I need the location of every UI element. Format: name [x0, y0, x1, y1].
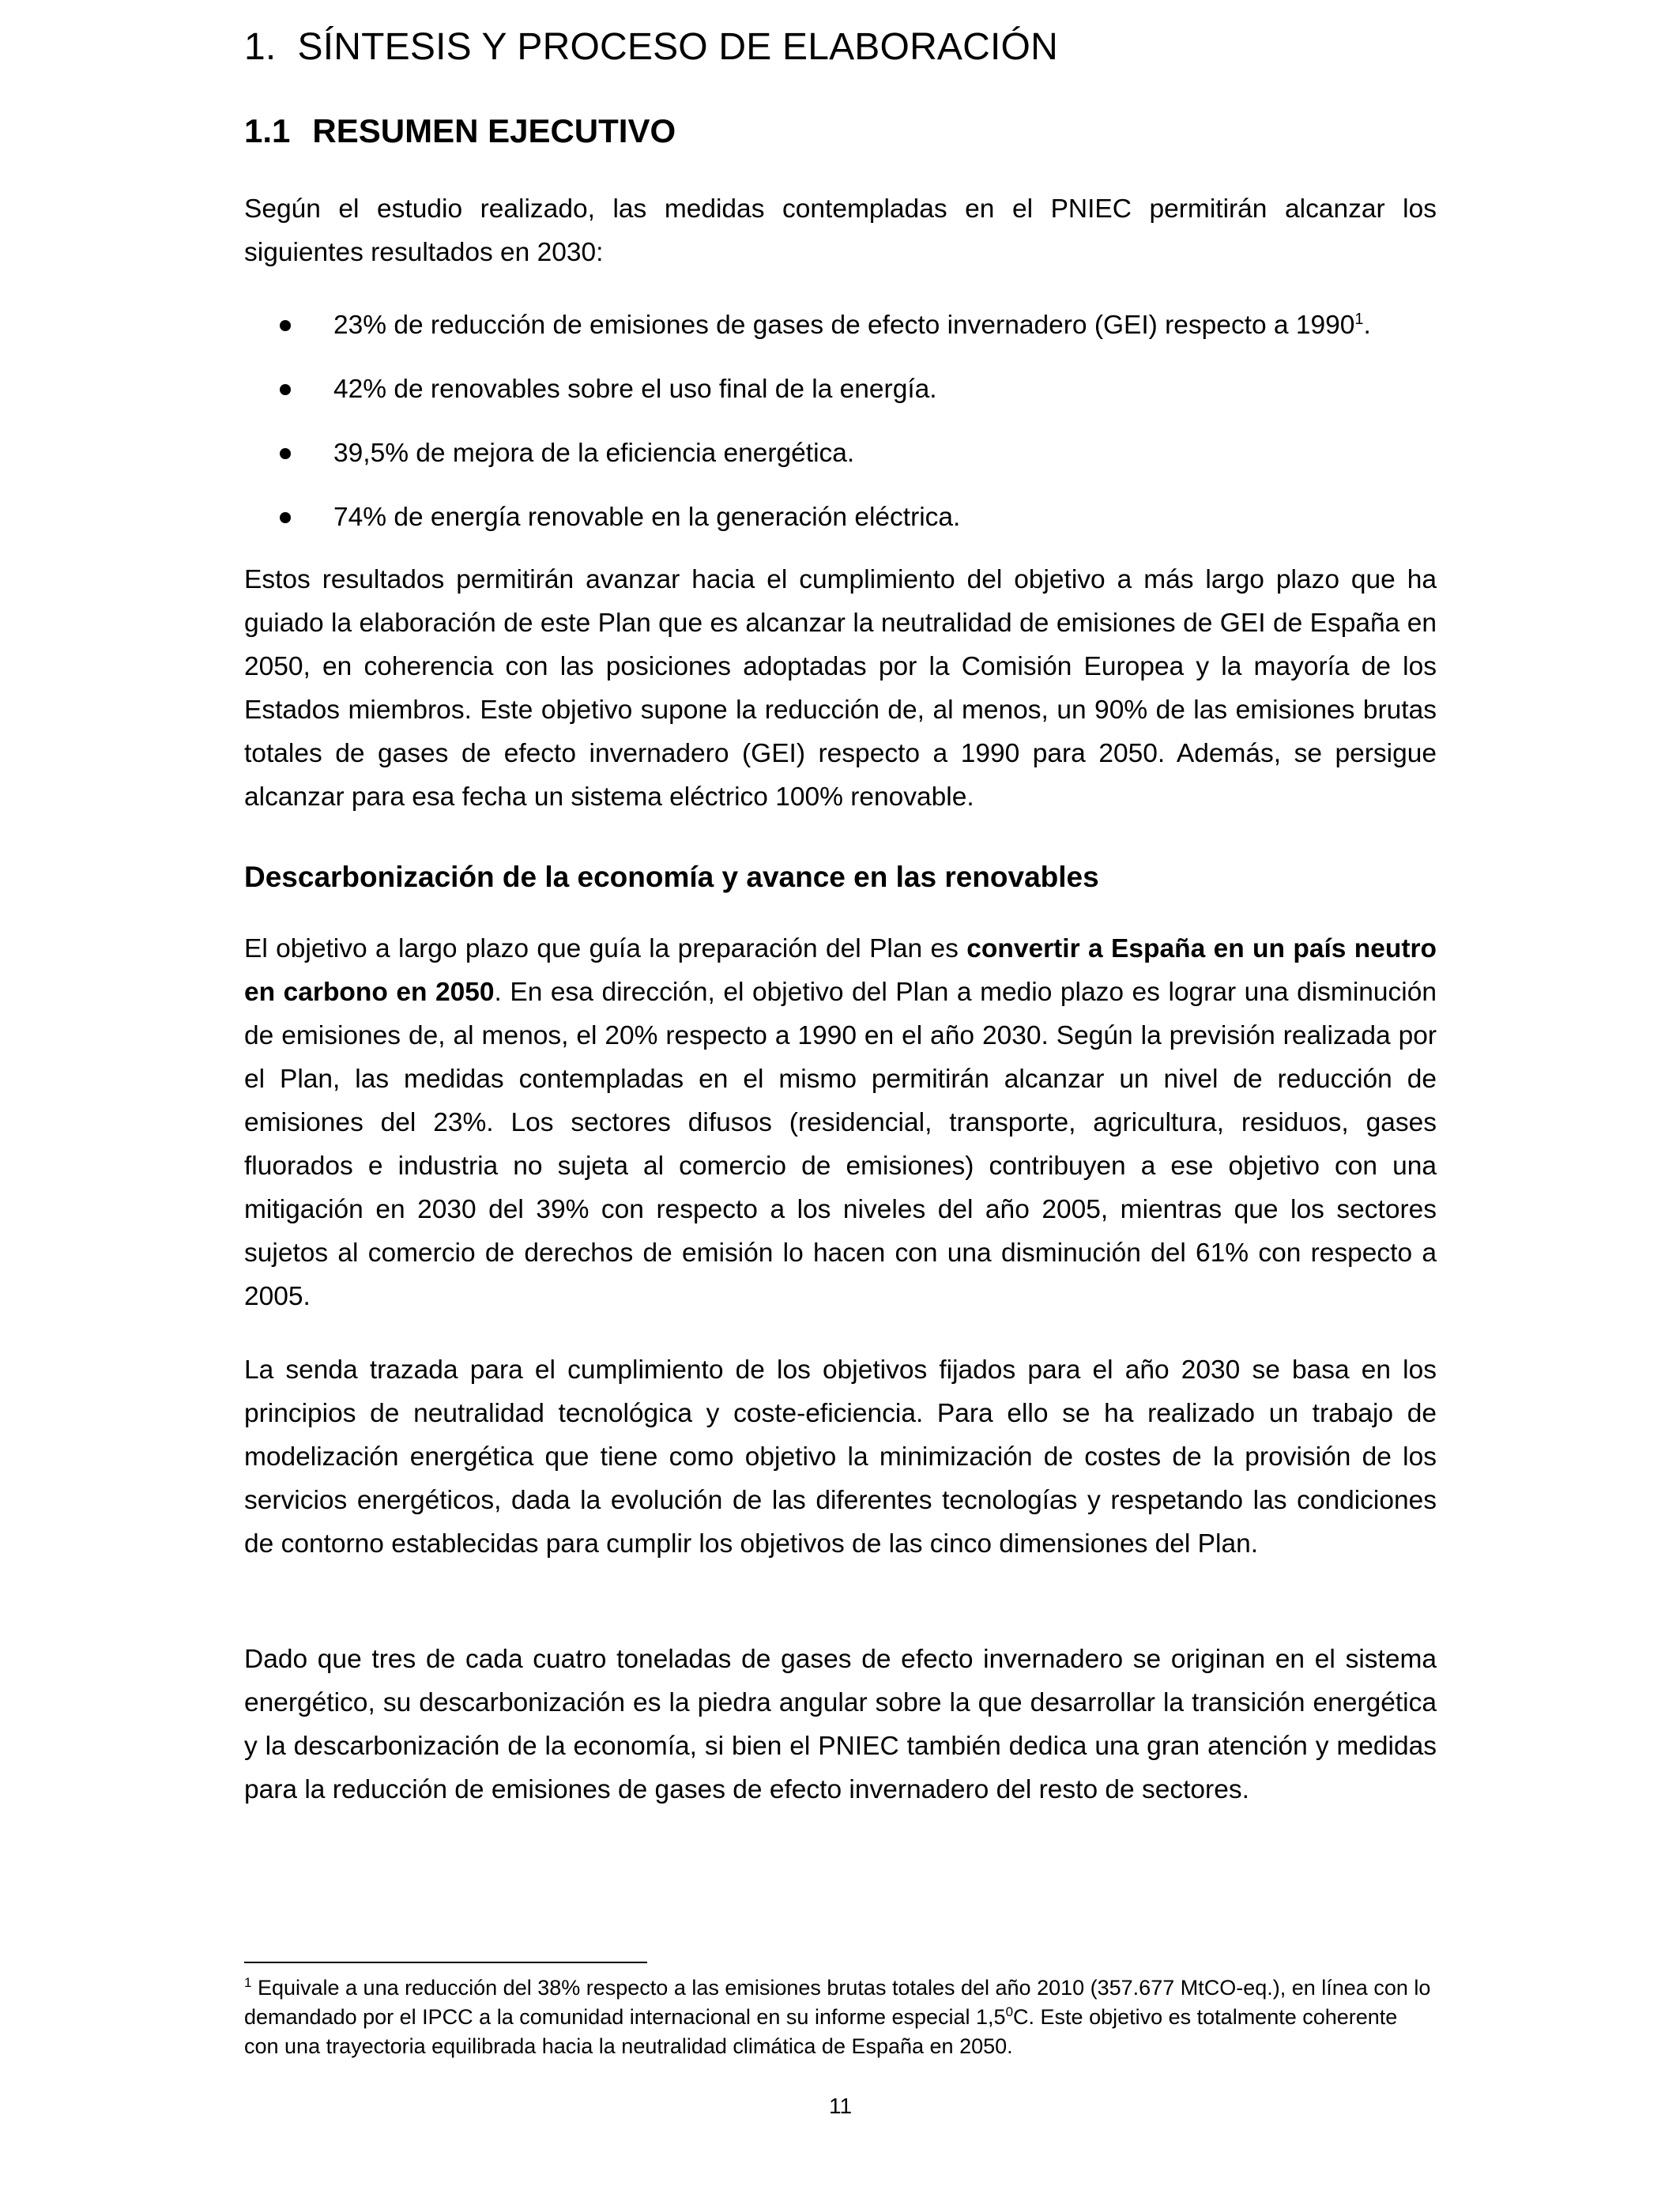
- degree-superscript: 0: [1005, 2004, 1014, 2019]
- section-title: RESUMEN EJECUTIVO: [312, 112, 676, 149]
- footnote-reference[interactable]: 1: [1354, 310, 1364, 328]
- list-item: [244, 369, 1437, 433]
- list-item-text: 23% de reducción de emisiones de gases de efecto invernadero (GEI) respecto a 1990$^1$.: [333, 310, 1371, 340]
- results-list: [244, 305, 1437, 561]
- list-item-text: 74% de energía renovable en la generación eléctrica.: [333, 503, 961, 532]
- footnote-marker: 1: [244, 1975, 252, 1990]
- footnote-separator: [244, 1962, 647, 1963]
- bullet-icon: [280, 448, 291, 459]
- document-page: [244, 0, 1437, 2194]
- objective-emphasis: convertir a España en un país neutro en carbono en 2050: [244, 934, 1437, 1007]
- objective-paragraph: El objetivo a largo plazo que guía la preparación del Plan es convertir a España en un país neutro en carbono en 2050. En esa dirección, el objetivo del Plan a medio plazo es lograr una disminución de emisiones de, al menos, el 20% respecto a 1990 en el año 2030. Según la previsión realizada por el Plan, las medidas contempladas en el mismo permitirán alcanzar un nivel de reducción de emisiones del 23%. Los sectores difusos (residencial, transporte, agricultura, residuos, gases fluorados e industria no sujeta al comercio de emisiones) contribuyen a ese objetivo con una mitigación en 2030 del 39% con respecto a los niveles del año 2005, mientras que los sectores sujetos al comercio de derechos de emisión lo hacen con una disminución del 61% con respecto a 2005.: [244, 934, 1437, 1311]
- results-paragraph: Estos resultados permitirán avanzar hacia el cumplimiento del objetivo a más largo plazo que ha guiado la elaboración de este Plan que es alcanzar la neutralidad de emisiones de GEI de España en 2050, en coherencia con las posiciones adoptadas por la Comisión Europea y la mayoría de los Estados miembros. Este objetivo supone la reducción de, al menos, un 90% de las emisiones brutas totales de gases de efecto invernadero (GEI) respecto a 1990 para 2050. Además, se persigue alcanzar para esa fecha un sistema eléctrico 100% renovable.: [244, 565, 1437, 812]
- chapter-heading: [244, 22, 1058, 73]
- subsection-heading: Descarbonización de la economía y avance en las renovables: [244, 861, 1099, 893]
- intro-paragraph: Según el estudio realizado, las medidas contempladas en el PNIEC permitirán alcanzar los siguientes resultados en 2030:: [244, 194, 1437, 267]
- bullet-icon: [280, 384, 291, 395]
- list-item: [244, 497, 1437, 561]
- path-paragraph: La senda trazada para el cumplimiento de los objetivos fijados para el año 2030 se basa en los principios de neutralidad tecnológica y coste-eficiencia. Para ello se ha realizado un trabajo de modelización energética que tiene como objetivo la minimización de costes de la provisión de los servicios energéticos, dada la evolución de las diferentes tecnologías y respetando las condiciones de contorno establecidas para cumplir los objetivos de las cinco dimensiones del Plan.: [244, 1355, 1437, 1559]
- section-number: 1.1: [244, 112, 291, 149]
- chapter-title: SÍNTESIS Y PROCESO DE ELABORACIÓN: [297, 26, 1058, 68]
- bullet-icon: [280, 512, 291, 523]
- list-item-text: 42% de renovables sobre el uso final de la energía.: [333, 375, 937, 404]
- section-heading: [244, 107, 676, 155]
- bullet-icon: [280, 320, 291, 331]
- list-item: [244, 305, 1437, 369]
- energy-paragraph: Dado que tres de cada cuatro toneladas de gases de efecto invernadero se originan en el sistema energético, su descarbonización es la piedra angular sobre la que desarrollar la transición energética y la descarbonización de la economía, si bien el PNIEC también dedica una gran atención y medidas para la reducción de emisiones de gases de efecto invernadero del resto de sectores.: [244, 1645, 1437, 1804]
- list-item-text: 39,5% de mejora de la eficiencia energética.: [333, 439, 855, 468]
- page-number: 11: [828, 2094, 853, 2118]
- footnote: $^1$ Equivale a una reducción del 38% respecto a las emisiones brutas totales del año 2010 (357.677 MtCO-eq.), en línea con lo demandado por el IPCC a la comunidad internacional en su informe especial $1,5^0C$. Este objetivo es totalmente coherente con una trayectoria equilibrada hacia la neutralidad climática de España en 2050.: [244, 1975, 1431, 2058]
- list-item: [244, 433, 1437, 497]
- chapter-number: 1.: [244, 26, 277, 68]
